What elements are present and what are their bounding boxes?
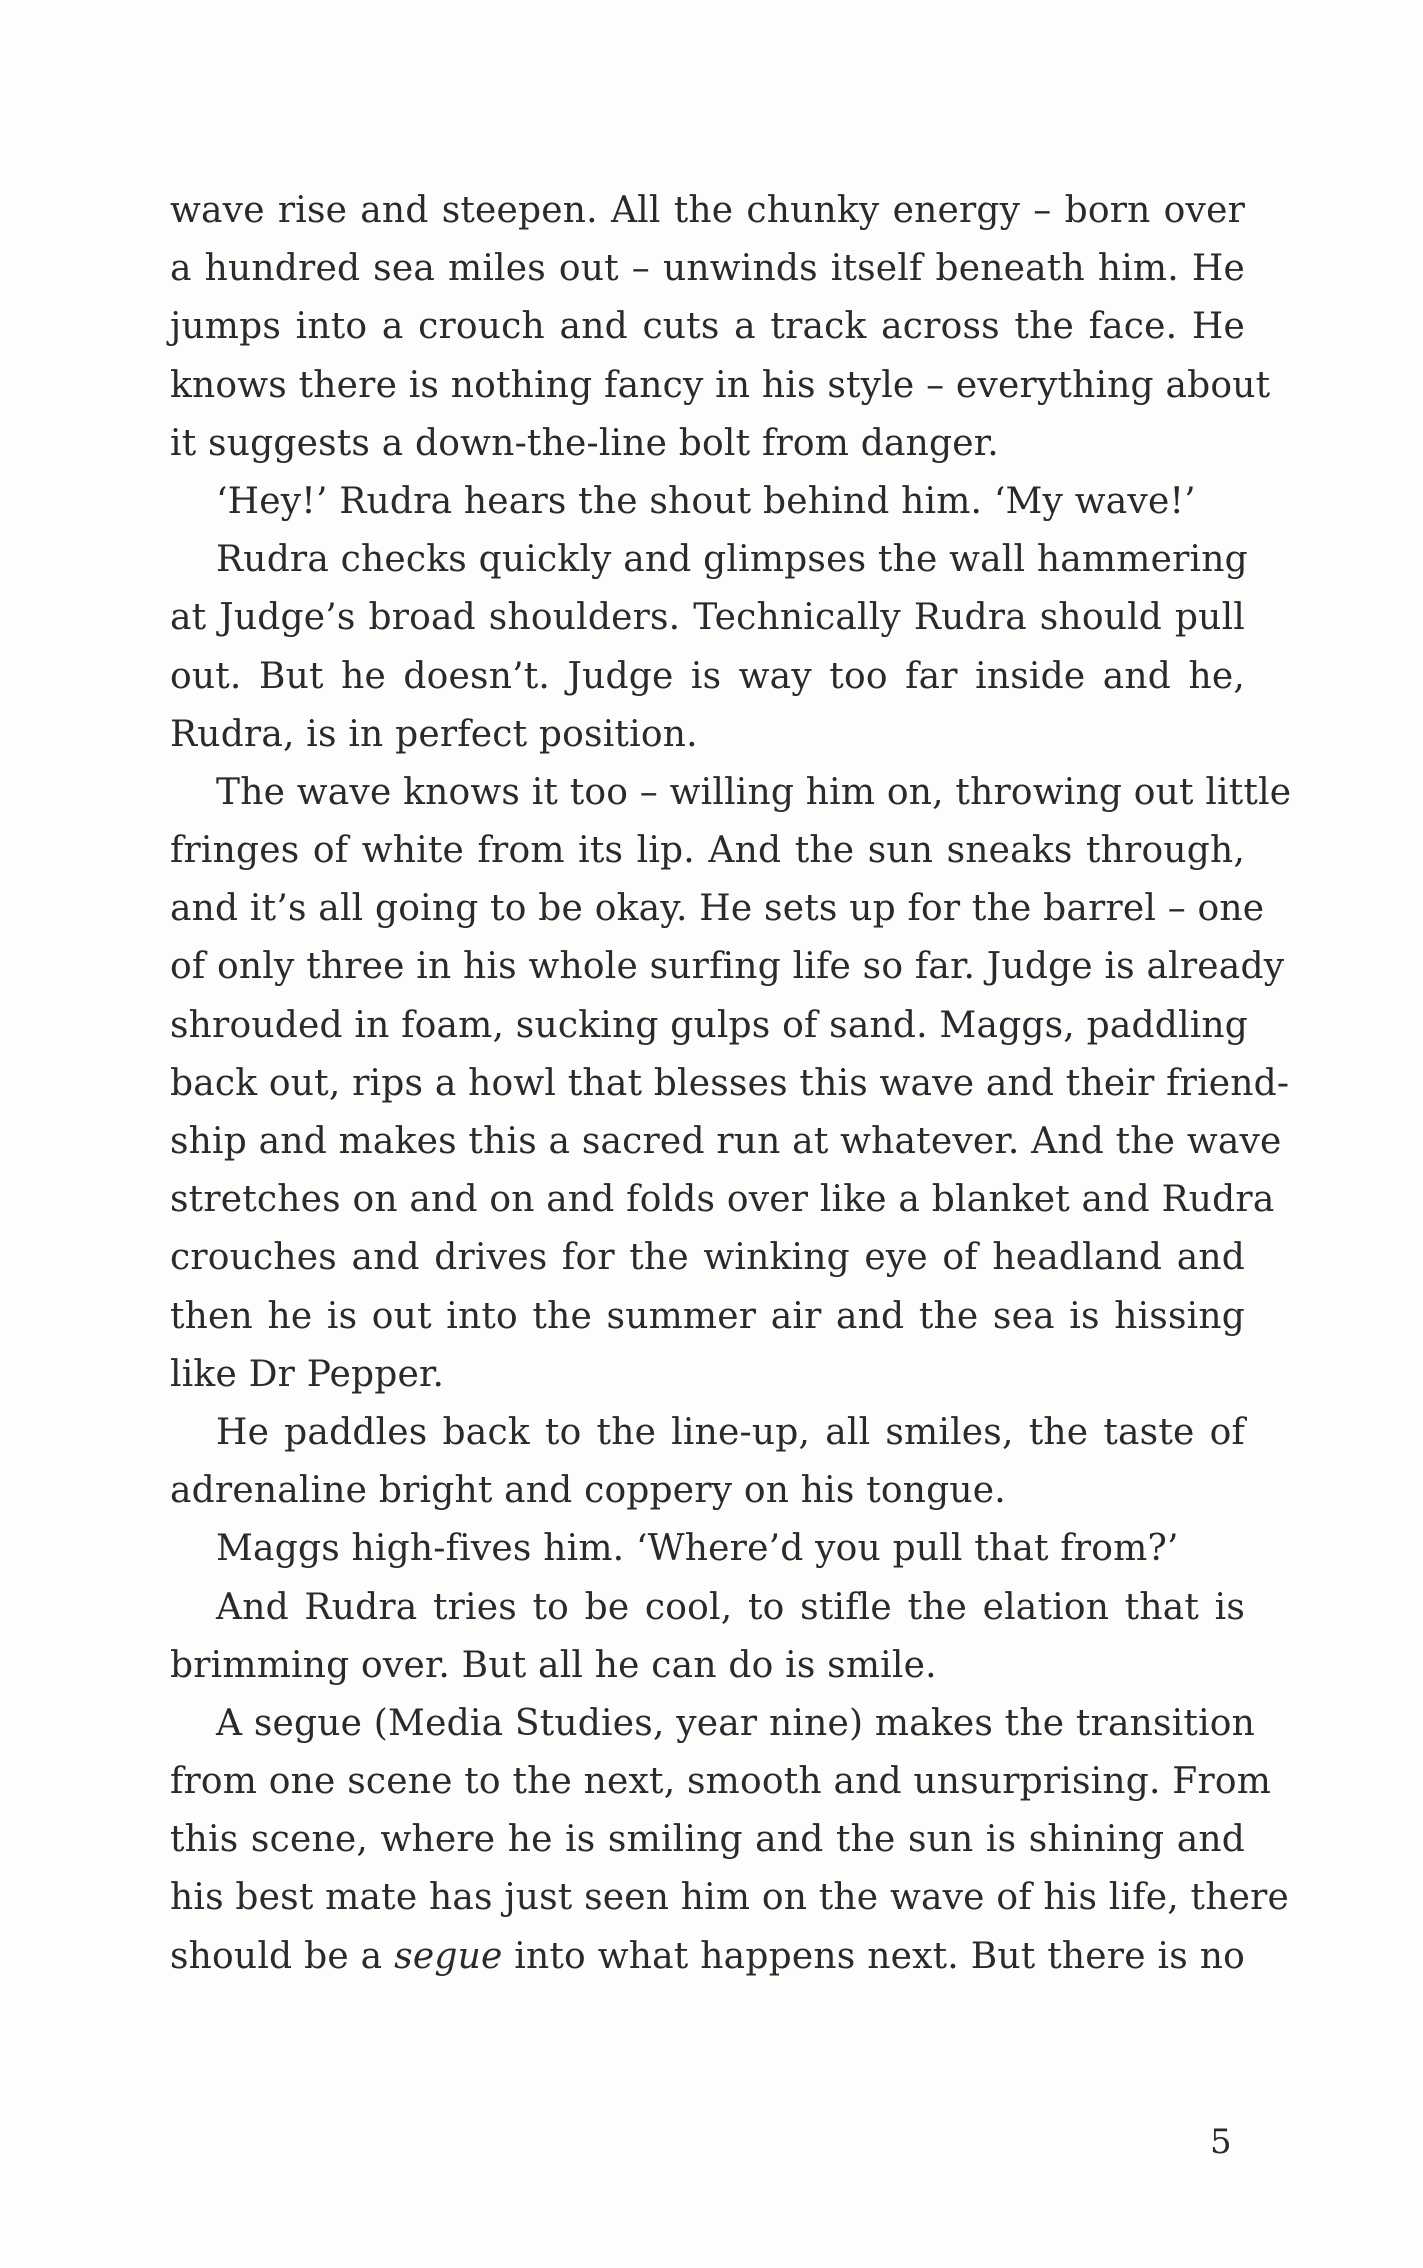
text-line: of only three in his whole surfing life so far. Judge is already <box>170 946 1285 988</box>
text-line: and it’s all going to be okay. He sets up for the barrel – one <box>170 888 1265 930</box>
final-line-before: should be a <box>170 1935 395 1977</box>
text-line: a hundred sea miles out – unwinds itself beneath him. He <box>170 248 1245 290</box>
text-line: this scene, where he is smiling and the sun is shining and <box>170 1819 1245 1861</box>
text-line-final <box>170 1928 1245 1986</box>
text-line: And Rudra tries to be cool, to stifle the elation that is <box>216 1586 1245 1628</box>
text-line: shrouded in foam, sucking gulps of sand. Maggs, paddling <box>170 1004 1249 1046</box>
page-number: 5 <box>1210 2122 1232 2162</box>
text-line: Maggs high-fives him. ‘Where’d you pull that from?’ <box>216 1528 1179 1570</box>
text-line: wave rise and steepen. All the chunky energy – born over <box>170 190 1245 231</box>
text-line: from one scene to the next, smooth and unsurprising. From <box>170 1761 1272 1803</box>
text-line: brimming over. But all he can do is smile. <box>170 1644 937 1686</box>
text-line: it suggests a down-the-line bolt from danger. <box>170 422 999 464</box>
final-line-after: into what happens next. But there is no <box>502 1935 1245 1977</box>
text-line: ‘Hey!’ Rudra hears the shout behind him. ‘My wave!’ <box>216 480 1196 522</box>
text-line: his best mate has just seen him on the wave of his life, there <box>170 1877 1289 1919</box>
text-line: crouches and drives for the winking eye of headland and <box>170 1237 1245 1279</box>
text-line: at Judge’s broad shoulders. Technically Rudra should pull <box>170 597 1245 639</box>
text-line: back out, rips a howl that blesses this wave and their friend- <box>170 1062 1290 1104</box>
text-line: fringes of white from its lip. And the sun sneaks through, <box>170 830 1245 872</box>
text-line: jumps into a crouch and cuts a track across the face. He <box>170 306 1245 348</box>
text-line: Rudra, is in perfect position. <box>170 713 698 755</box>
body-text <box>170 182 1292 1986</box>
text-line: like Dr Pepper. <box>170 1353 445 1395</box>
text-line: He paddles back to the line-up, all smiles, the taste of <box>216 1411 1245 1453</box>
text-line: stretches on and on and folds over like a blanket and Rudra <box>170 1179 1275 1221</box>
text-line: Rudra checks quickly and glimpses the wall hammering <box>216 539 1248 581</box>
text-line: A segue (Media Studies, year nine) makes the transition <box>216 1702 1256 1744</box>
text-line: The wave knows it too – willing him on, throwing out little <box>216 771 1292 813</box>
text-line: out. But he doesn’t. Judge is way too far inside and he, <box>170 655 1245 697</box>
text-line: then he is out into the summer air and the sea is hissing <box>170 1295 1245 1337</box>
text-line: knows there is nothing fancy in his style – everything about <box>170 364 1271 406</box>
text-line: ship and makes this a sacred run at whatever. And the wave <box>170 1121 1282 1162</box>
text-line: adrenaline bright and coppery on his tongue. <box>170 1470 1006 1512</box>
final-line-emphasis: segue <box>394 1935 503 1977</box>
